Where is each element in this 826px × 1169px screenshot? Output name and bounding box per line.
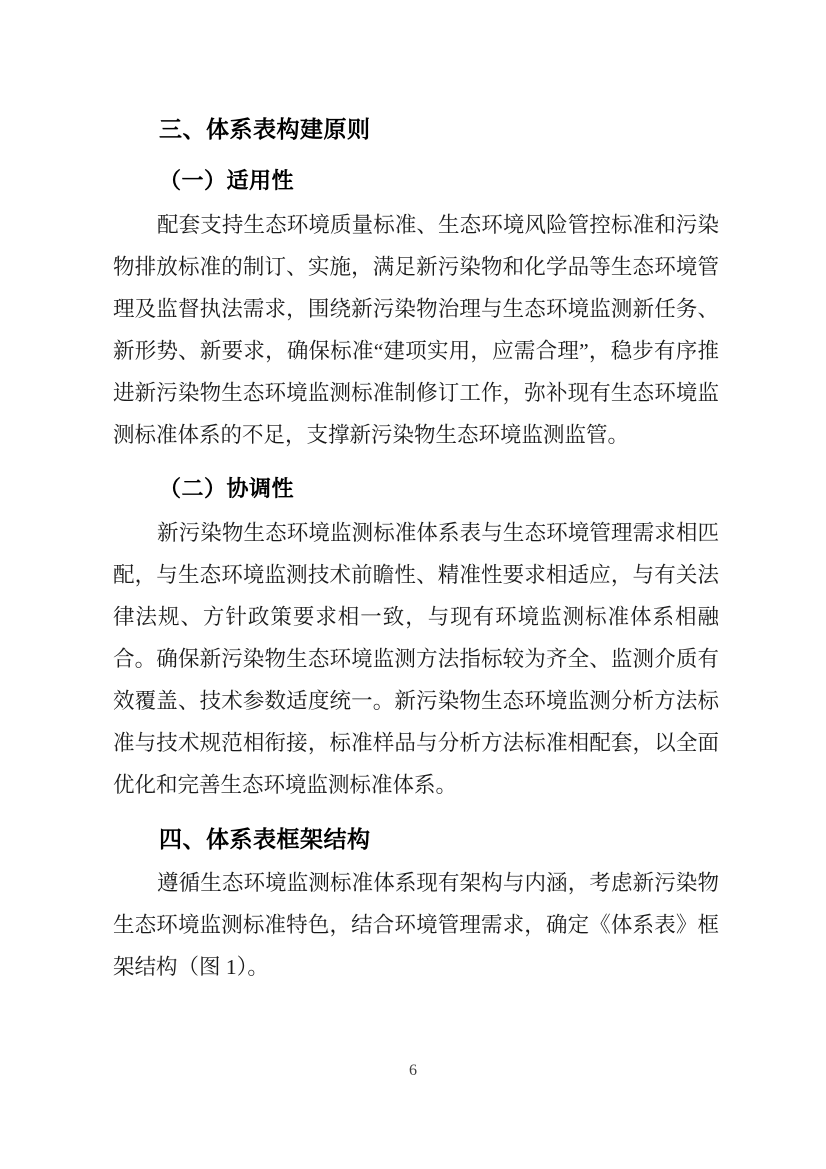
section-heading-4 bbox=[113, 818, 719, 860]
section-4-body bbox=[113, 862, 719, 988]
section-heading-3 bbox=[113, 108, 719, 150]
page-number: 6 bbox=[409, 1062, 417, 1079]
subsection-2-title: （二）协调性 bbox=[159, 476, 295, 501]
subsection-2-body bbox=[113, 512, 719, 806]
paragraph-coordination: 新污染物生态环境监测标准体系表与生态环境管理需求相匹配，与生态环境监测技术前瞻性、精准性要求相适应，与有关法律法规、方针政策要求相一致，与现有环境监测标准体系相融合。确保新污染物生态环境监测方法指标较为齐全、监测介质有效覆盖、技术参数适度统一。新污染物生态环境监测分析方法标准与技术规范相衔接，标准样品与分析方法标准相配套，以全面优化和完善生态环境监测标准体系。 bbox=[113, 521, 719, 797]
section-4-title: 四、体系表框架结构 bbox=[159, 826, 371, 852]
subsection-heading-2 bbox=[113, 468, 719, 510]
section-3-title: 三、体系表构建原则 bbox=[159, 116, 371, 142]
paragraph-framework-structure: 遵循生态环境监测标准体系现有架构与内涵，考虑新污染物生态环境监测标准特色，结合环境管理需求，确定《体系表》框架结构（图 1）。 bbox=[113, 871, 719, 979]
subsection-heading-1 bbox=[113, 160, 719, 202]
subsection-1-body bbox=[113, 204, 719, 456]
subsection-1-title: （一）适用性 bbox=[159, 168, 295, 193]
paragraph-applicability: 配套支持生态环境质量标准、生态环境风险管控标准和污染物排放标准的制订、实施，满足新污染物和化学品等生态环境管理及监督执法需求，围绕新污染物治理与生态环境监测新任务、新形势、新要求，确保标准“建项实用，应需合理”，稳步有序推进新污染物生态环境监测标准制修订工作，弥补现有生态环境监测标准体系的不足，支撑新污染物生态环境监测监管。 bbox=[113, 213, 719, 447]
